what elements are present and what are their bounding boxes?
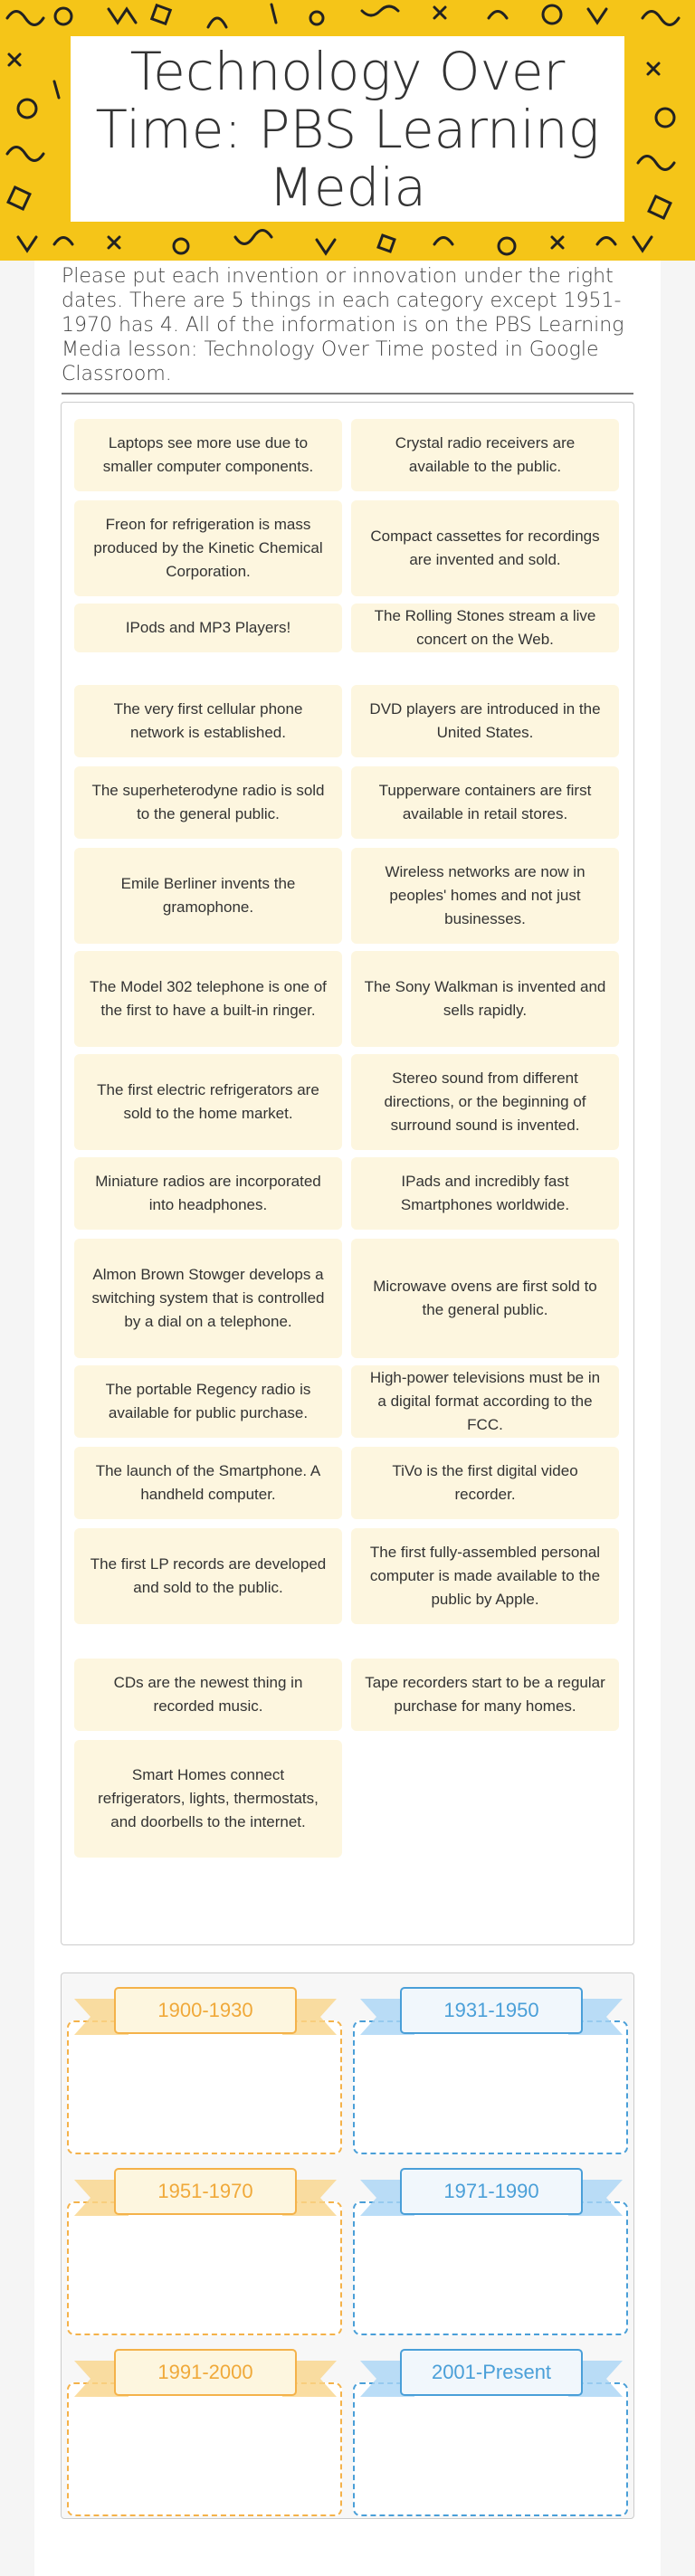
draggable-card[interactable]: The very first cellular phone network is established. (74, 685, 342, 757)
draggable-card[interactable]: Tupperware containers are first available in retail stores. (351, 766, 619, 839)
draggable-card[interactable]: Laptops see more use due to smaller computer components. (74, 419, 342, 491)
category-label: 1931-1950 (443, 1999, 539, 2021)
draggable-card[interactable]: The superheterodyne radio is sold to the general public. (74, 766, 342, 839)
header-banner (0, 0, 695, 261)
draggable-card[interactable]: The portable Regency radio is available for public purchase. (74, 1365, 342, 1438)
draggable-card[interactable]: TiVo is the first digital video recorder. (351, 1447, 619, 1519)
category-label: 1991-2000 (157, 2361, 253, 2383)
draggable-card[interactable]: Tape recorders start to be a regular purchase for many homes. (351, 1659, 619, 1731)
draggable-card[interactable]: The Rolling Stones stream a live concert on the Web. (351, 604, 619, 652)
draggable-card[interactable]: DVD players are introduced in the United States. (351, 685, 619, 757)
draggable-card[interactable]: The Sony Walkman is invented and sells rapidly. (351, 951, 619, 1047)
draggable-card[interactable]: Miniature radios are incorporated into headphones. (74, 1157, 342, 1230)
draggable-card[interactable]: The first fully-assembled personal computer is made available to the public by Apple. (351, 1528, 619, 1624)
draggable-card[interactable]: Stereo sound from different directions, or the beginning of surround sound is invented. (351, 1054, 619, 1150)
divider (62, 393, 633, 394)
category-label: 1971-1990 (443, 2180, 539, 2202)
draggable-card[interactable]: The first electric refrigerators are sold to the home market. (74, 1054, 342, 1150)
draggable-card[interactable]: Emile Berliner invents the gramophone. (74, 848, 342, 944)
category-label: 1951-1970 (157, 2180, 253, 2202)
draggable-card[interactable]: High-power televisions must be in a digital format according to the FCC. (351, 1365, 619, 1438)
draggable-card[interactable]: The first LP records are developed and sold to the public. (74, 1528, 342, 1624)
title-box (71, 36, 624, 222)
draggable-card[interactable]: IPads and incredibly fast Smartphones worldwide. (351, 1157, 619, 1230)
draggable-card[interactable]: Almon Brown Stowger develops a switching system that is controlled by a dial on a telephone. (74, 1239, 342, 1358)
category-label: 1900-1930 (157, 1999, 253, 2021)
category-label: 2001-Present (431, 2361, 552, 2383)
draggable-card[interactable]: Compact cassettes for recordings are invented and sold. (351, 500, 619, 596)
page-title: Technology Over Time: PBS Learning Media (95, 40, 600, 218)
instructions-text: Please put each invention or innovation under the right dates. There are 5 things in each category except 1951-1970 has 4. All of the information is on the PBS Learning Media lesson: Technology Over Time posted in Google Classroom. (62, 265, 624, 385)
dates-panel (61, 1972, 634, 2519)
draggable-card[interactable]: CDs are the newest thing in recorded music. (74, 1659, 342, 1731)
draggable-card[interactable]: Freon for refrigeration is mass produced by the Kinetic Chemical Corporation. (74, 500, 342, 596)
draggable-card[interactable]: The launch of the Smartphone. A handheld computer. (74, 1447, 342, 1519)
draggable-card[interactable]: Smart Homes connect refrigerators, lights, thermostats, and doorbells to the internet. (74, 1740, 342, 1858)
draggable-card[interactable]: Crystal radio receivers are available to the public. (351, 419, 619, 491)
draggable-card[interactable]: IPods and MP3 Players! (74, 604, 342, 652)
draggable-card[interactable]: The Model 302 telephone is one of the first to have a built-in ringer. (74, 951, 342, 1047)
cards-panel (61, 402, 634, 1945)
draggable-card[interactable]: Wireless networks are now in peoples' homes and not just businesses. (351, 848, 619, 944)
draggable-card[interactable]: Microwave ovens are first sold to the general public. (351, 1239, 619, 1358)
